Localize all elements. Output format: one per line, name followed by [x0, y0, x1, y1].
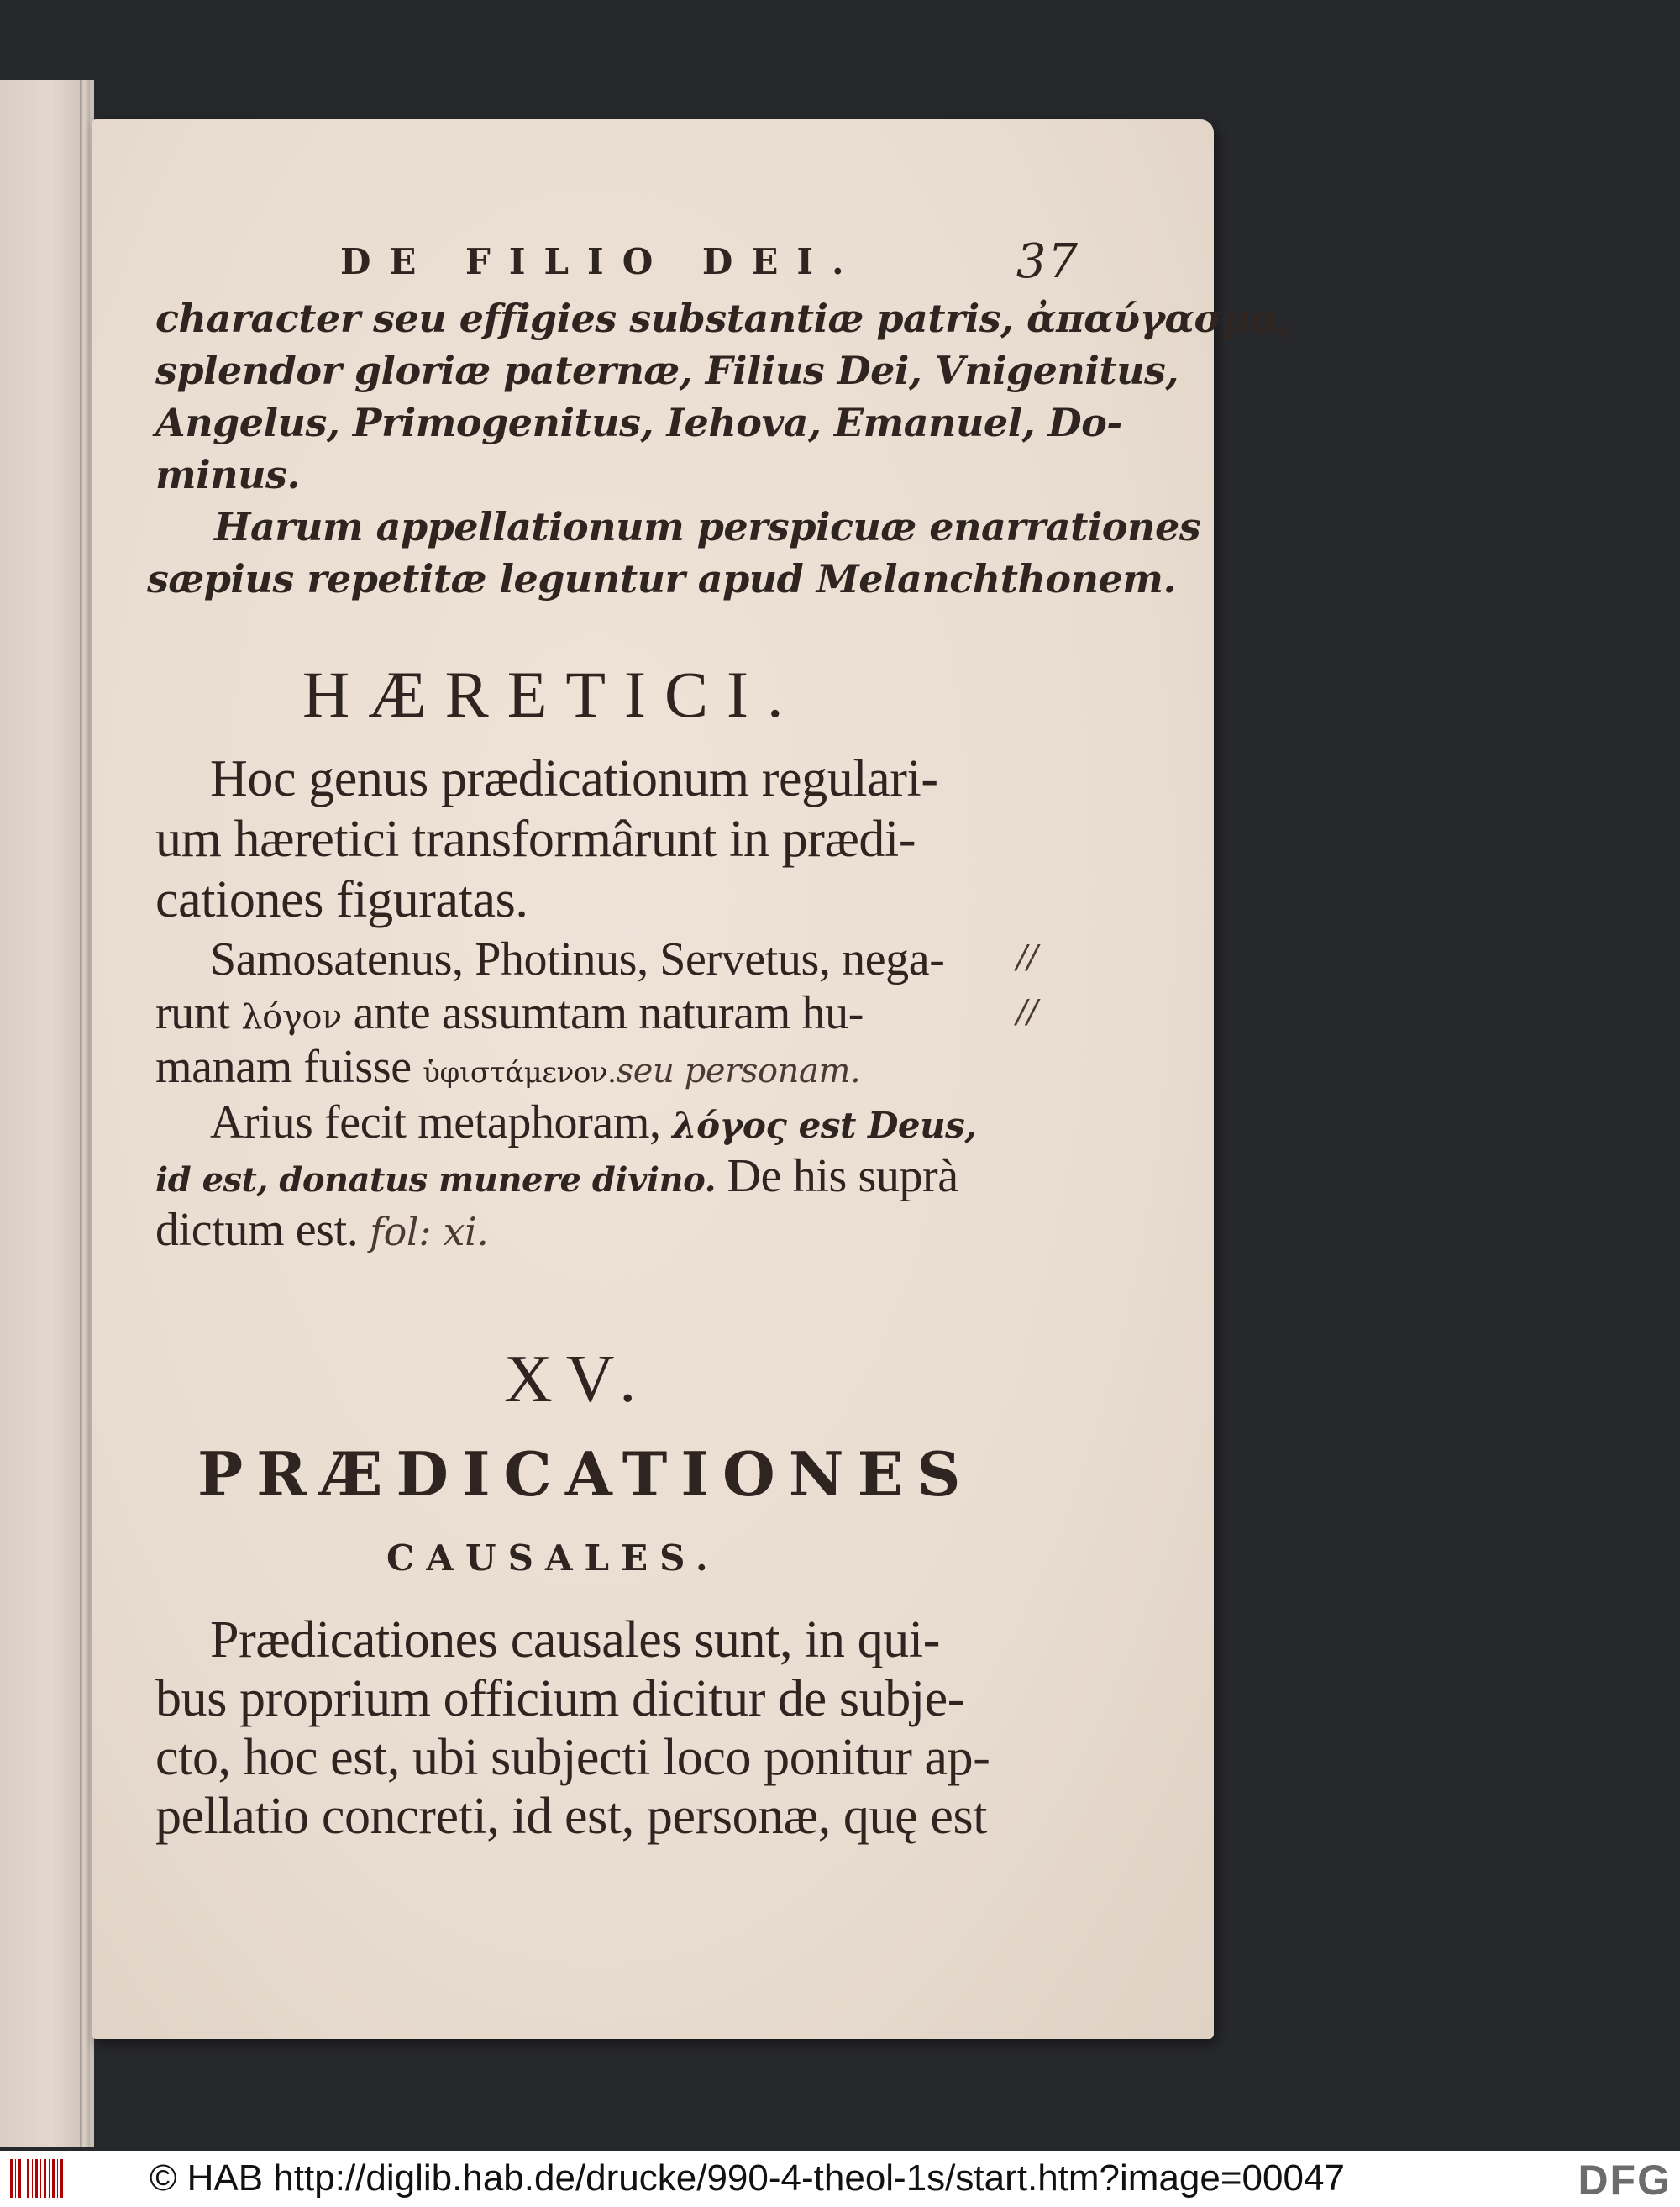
book-page	[92, 119, 1293, 2039]
greek-word: λόγον	[241, 998, 342, 1037]
text-line: Samosatenus, Photinus, Servetus, nega-	[210, 933, 945, 985]
heading-subsection: CAUSALES.	[386, 1537, 720, 1579]
text-span: manam fuisse	[155, 1041, 423, 1093]
text-span: De his suprà	[716, 1150, 958, 1202]
text-span: dictum est.	[155, 1204, 370, 1256]
text-line	[155, 1203, 489, 1257]
running-head	[340, 234, 1079, 292]
page-number: 37	[1016, 234, 1079, 289]
heading-haeretici: HÆRETICI.	[302, 658, 802, 731]
text-line: cto, hoc est, ubi subjecti loco ponitur ap-	[155, 1729, 990, 1786]
margin-mark: //	[1016, 993, 1038, 1030]
text-span-italic: λόγος est Deus,	[672, 1105, 977, 1146]
text-line: Harum appellationum perspicuæ enarrationes	[214, 504, 1201, 549]
text-line	[155, 1149, 958, 1203]
text-line	[210, 1096, 976, 1149]
handwritten-annotation: fol: xi.	[369, 1209, 489, 1254]
text-line: Prædicationes causales sunt, in qui-	[210, 1611, 940, 1668]
handwritten-annotation: seu personam.	[616, 1052, 861, 1090]
text-line: minus.	[155, 452, 300, 497]
footer-citation: © HAB http://diglib.hab.de/drucke/990-4-theol-1s/start.htm?image=00047	[150, 2157, 1345, 2199]
text-line: splendor gloriæ paternæ, Filius Dei, Vnigenitus,	[155, 348, 1179, 393]
text-line: cationes figuratas.	[155, 871, 528, 928]
text-span-italic: id est, donatus munere divino.	[155, 1160, 717, 1200]
text-line: character seu effigies substantiæ patris, ἀπαύγασμα,	[155, 296, 1293, 341]
margin-mark: //	[1016, 938, 1038, 975]
text-line: Hoc genus prædicationum regulari-	[210, 750, 938, 807]
footer-bar	[0, 2151, 1680, 2207]
text-line	[155, 1040, 860, 1094]
greek-word: ὑφιστάμενον.	[423, 1056, 617, 1090]
text-span: Arius fecit metaphoram,	[210, 1096, 673, 1148]
text-line: pellatio concreti, id est, personæ, quę est	[155, 1788, 988, 1845]
heading-section: PRÆDICATIONES	[197, 1438, 974, 1510]
barcode-icon	[10, 2159, 69, 2198]
text-line: bus proprium officium dicitur de subje-	[155, 1670, 965, 1727]
text-line: sæpius repetitæ leguntur apud Melanchthonem.	[147, 556, 1176, 602]
heading-number: XV.	[504, 1343, 650, 1416]
gutter	[80, 80, 90, 2147]
text-line: um hæretici transformârunt in prædi-	[155, 811, 916, 868]
text-line	[155, 986, 864, 1040]
dfg-logo: DFG	[1578, 2157, 1672, 2204]
text-line: Angelus, Primogenitus, Iehova, Emanuel, Do-	[155, 400, 1122, 445]
text-span: ante assumtam naturam hu-	[341, 987, 864, 1039]
text-span: runt	[155, 987, 242, 1039]
running-head-title: DE FILIO DEI.	[340, 241, 863, 282]
